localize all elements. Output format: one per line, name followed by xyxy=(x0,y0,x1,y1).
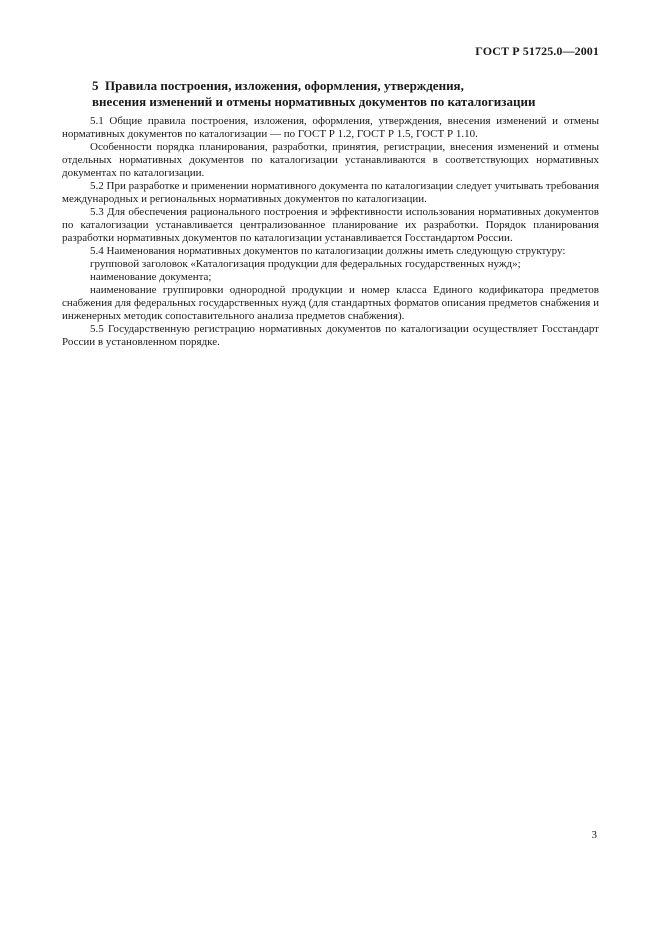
paragraph-5-1-features: Особенности порядка планирования, разработки, принятия, регистрации, внесения изменений и отмены отдельных нормативных документов по каталогизации устанавливаются в соответствующих нормативных документах по каталогизации. xyxy=(62,141,599,179)
document-code: ГОСТ Р 51725.0—2001 xyxy=(475,44,599,58)
section-title-part-2: внесения изменений и отмены нормативных документов по каталогизации xyxy=(92,94,536,109)
section-heading xyxy=(62,78,602,110)
paragraph-5-5: 5.5 Государственную регистрацию нормативных документов по каталогизации осуществляет Госстандарт России в установленном порядке. xyxy=(62,323,599,348)
paragraph-5-3: 5.3 Для обеспечения рационального построения и эффективности использования нормативных документов по каталогизации устанавливается централизованное планирование их разработки. Порядок планирования разработки нормативных документов по каталогизации устанавливается Госстандартом России. xyxy=(62,206,599,244)
section-heading-line-1 xyxy=(62,78,602,94)
section-body xyxy=(62,115,599,349)
paragraph-5-4-item-grouping: наименование группировки однородной продукции и номер класса Единого кодификатора предметов снабжения для федеральных государственных нужд (для стандартных форматов описания предметов снабжения и инженерных методик сопоставительного анализа предметов снабжения). xyxy=(62,284,599,322)
paragraph-5-4-item-doc-name: наименование документа; xyxy=(90,271,212,283)
page-number: 3 xyxy=(591,829,597,841)
section-number: 5 xyxy=(92,78,99,93)
section-title-part-1: Правила построения, изложения, оформления, утверждения, xyxy=(105,78,464,93)
paragraph-5-1: 5.1 Общие правила построения, изложения, оформления, утверждения, внесения изменений и отмены нормативных документов по каталогизации — по ГОСТ Р 1.2, ГОСТ Р 1.5, ГОСТ Р 1.10. xyxy=(62,115,599,140)
paragraph-5-4: 5.4 Наименования нормативных документов по каталогизации должны иметь следующую структуру: xyxy=(90,245,566,257)
paragraph-5-2: 5.2 При разработке и применении нормативного документа по каталогизации следует учитывать требования международных и региональных нормативных документов по каталогизации. xyxy=(62,180,599,205)
paragraph-5-4-item-group-title: групповой заголовок «Каталогизация продукции для федеральных государственных нужд»; xyxy=(90,258,521,270)
